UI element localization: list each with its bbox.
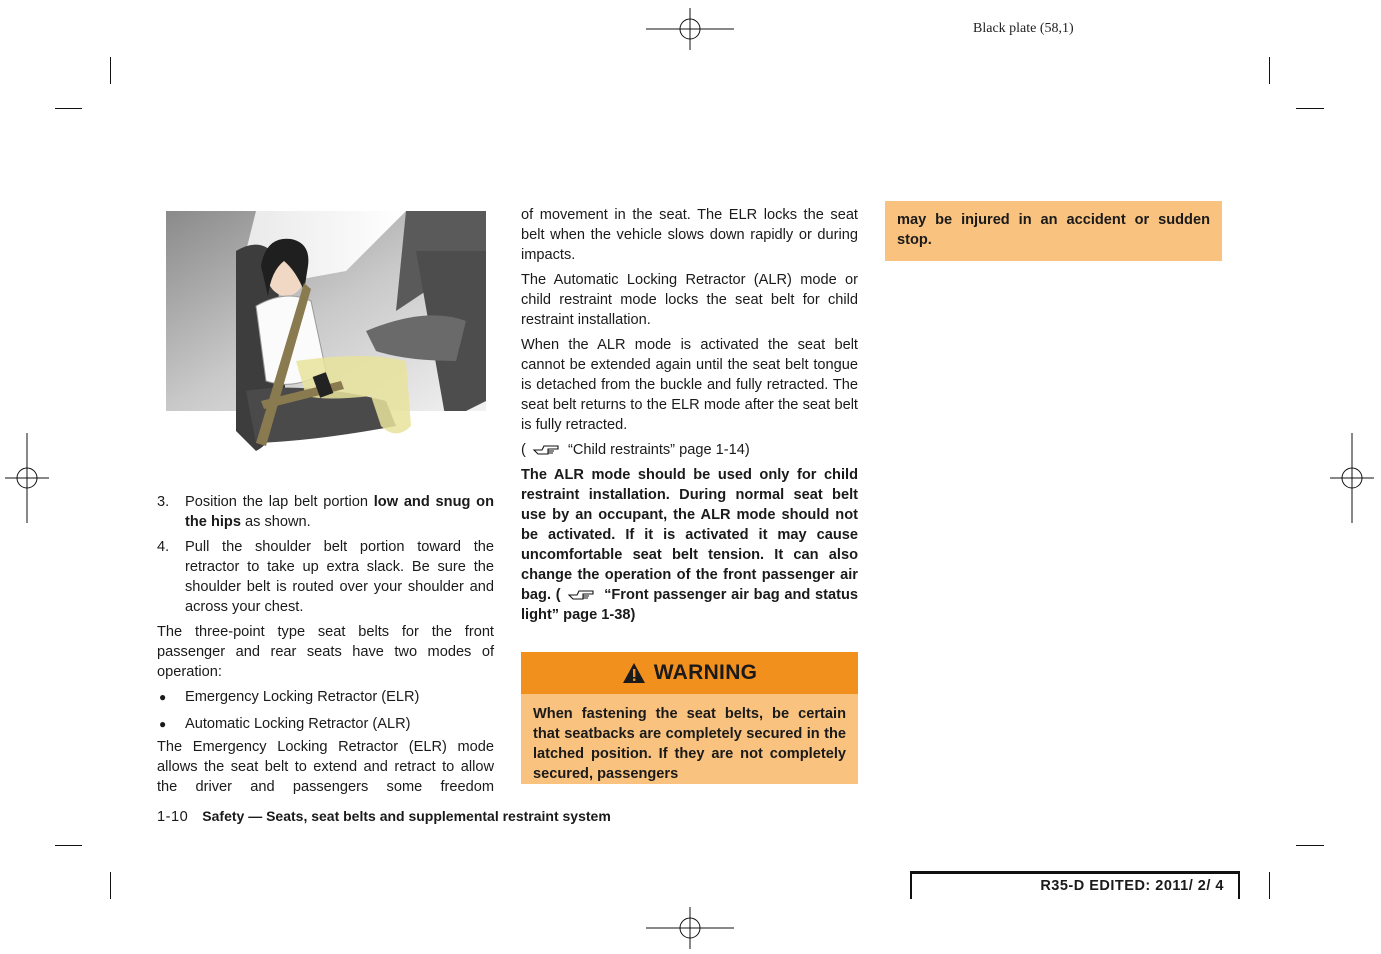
bullet-item — [157, 687, 494, 707]
crop-mark — [1269, 872, 1270, 899]
left-column — [157, 492, 494, 802]
alr-note-text: The ALR mode should be used only for child restraint installation. During normal seat belt use by an occupant, the ALR mode should not be activated. If it is activated it may cause uncomfortable seat belt tension. It can also change the operation of the front passenger air bag. — [521, 467, 858, 603]
pointing-hand-icon — [567, 586, 597, 602]
registration-mark-icon — [646, 907, 734, 949]
plate-label: Black plate (58,1) — [973, 21, 1074, 36]
air-bag-reference[interactable]: “Front passenger air bag and status light” page 1-38) — [521, 587, 858, 623]
ref-paren: ( — [555, 587, 561, 603]
edit-stamp-text: R35-D EDITED: 2011/ 2/ 4 — [1040, 878, 1224, 894]
section-title: Safety — Seats, seat belts and supplemental restraint system — [202, 808, 611, 824]
step-item — [157, 537, 494, 617]
step-text: Position the lap belt portion — [185, 494, 374, 510]
warning-body-continued: may be injured in an accident or sudden stop. — [897, 212, 1210, 248]
step-item — [157, 492, 494, 532]
crop-mark — [1269, 57, 1270, 84]
page-number: 1-10 — [157, 809, 189, 825]
step-text: as shown. — [240, 514, 311, 530]
bullet-icon: ● — [159, 717, 167, 731]
step-number: 3. — [157, 494, 170, 510]
warning-box — [521, 652, 858, 784]
crop-mark — [1296, 108, 1324, 109]
alr-warning-note — [521, 465, 858, 625]
elr-paragraph: The Emergency Locking Retractor (ELR) mode allows the seat belt to extend and retract to allow the driver and passengers some freedom — [157, 739, 494, 795]
modes-intro: The three-point type seat belts for the front passenger and rear seats have two modes of operation: — [157, 624, 494, 680]
pointing-hand-icon — [532, 441, 562, 457]
bullet-text: Emergency Locking Retractor (ELR) — [185, 689, 420, 705]
warning-box-continued — [885, 201, 1222, 261]
bullet-item — [157, 714, 494, 734]
registration-mark-icon — [646, 8, 734, 50]
ref-paren: ( — [521, 442, 526, 458]
crop-mark — [110, 57, 111, 84]
crop-mark — [55, 108, 82, 109]
elr-paragraph-continued: of movement in the seat. The ELR locks the seat belt when the vehicle slows down rapidly or during impacts. — [521, 207, 858, 263]
crop-mark — [1296, 845, 1324, 846]
step-text: Pull the shoulder belt portion toward the retractor to take up extra slack. Be sure the shoulder belt is routed over your shoulder and across your chest. — [185, 539, 494, 615]
registration-mark-icon — [1330, 433, 1374, 523]
warning-header — [521, 652, 858, 694]
ref-text: “Child restraints” page 1-14) — [568, 442, 750, 458]
edit-stamp — [910, 871, 1240, 899]
registration-mark-icon — [5, 433, 49, 523]
page-footer — [157, 808, 611, 825]
bullet-icon: ● — [159, 690, 167, 704]
crop-mark — [110, 872, 111, 899]
alr-activated-paragraph: When the ALR mode is activated the seat belt cannot be extended again until the seat belt tongue is detached from the buckle and fully retracted. The seat belt returns to the ELR mode after the seat belt is fully retracted. — [521, 337, 858, 433]
warning-body: When fastening the seat belts, be certain that seatbacks are completely secured in the latched position. If they are not completely secured, passengers — [533, 706, 846, 782]
middle-column — [521, 205, 858, 625]
step-number: 4. — [157, 539, 170, 555]
seatbelt-occupant-illustration — [166, 211, 486, 475]
warning-triangle-icon — [622, 662, 646, 684]
step-emphasis: low and snug on the hips — [185, 494, 494, 530]
child-restraints-reference[interactable] — [521, 440, 858, 460]
warning-title: WARNING — [653, 661, 758, 684]
alr-paragraph: The Automatic Locking Retractor (ALR) mode or child restraint mode locks the seat belt for child restraint installation. — [521, 272, 858, 328]
crop-mark — [55, 845, 82, 846]
bullet-text: Automatic Locking Retractor (ALR) — [185, 716, 411, 732]
